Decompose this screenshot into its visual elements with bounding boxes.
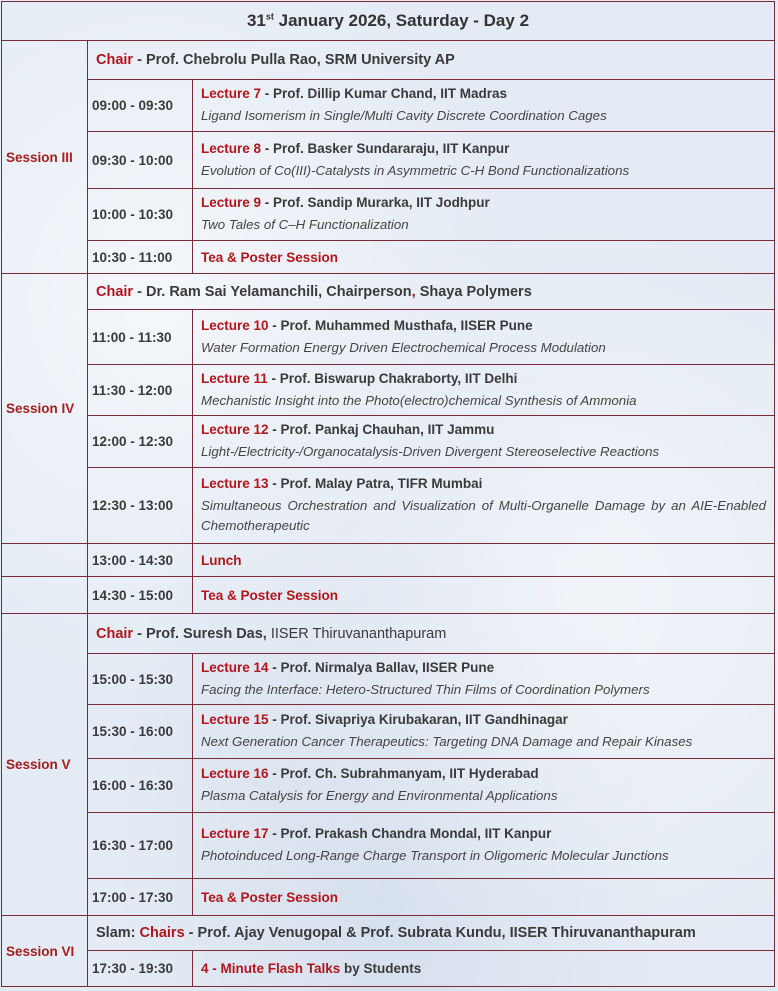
lecture-label: Lecture 14 — [201, 659, 269, 675]
talk-cell — [193, 813, 775, 879]
speaker: Prof. Nirmalya Ballav, IISER Pune — [280, 659, 495, 675]
talk-title: Two Tales of C–H Functionalization — [201, 217, 409, 232]
speaker: Prof. Muhammed Musthafa, IISER Pune — [280, 317, 533, 333]
chair-sep: - — [184, 925, 198, 941]
blank-cell — [2, 544, 88, 577]
lecture-label: Lecture 13 — [201, 476, 269, 491]
table-row — [2, 416, 775, 468]
lecture-sep: - — [268, 826, 281, 841]
session-3-chair — [88, 41, 775, 80]
speaker: Prof. Ch. Subrahmanyam, IIT Hyderabad — [280, 766, 539, 781]
break-time: 10:30 - 11:00 — [88, 241, 193, 274]
table-row — [2, 80, 775, 132]
session-6-chair — [88, 916, 775, 951]
flash-time: 17:30 - 19:30 — [88, 951, 193, 987]
talk-cell — [193, 468, 775, 544]
talk-time: 15:00 - 15:30 — [88, 654, 193, 705]
table-row — [2, 365, 775, 416]
talk-cell — [193, 705, 775, 759]
chair-name: Dr. Ram Sai Yelamanchili, Chairperson — [145, 283, 412, 300]
talk-title: Evolution of Co(III)-Catalysts in Asymmetric C-H Bond Functionalizations — [201, 162, 630, 178]
lecture-label: Lecture 15 — [201, 712, 269, 727]
talk-time: 12:00 - 12:30 — [88, 416, 193, 468]
lecture-label: Lecture 17 — [201, 826, 269, 841]
chair-sep: - — [133, 283, 146, 300]
date-text: January 2026, Saturday - Day 2 — [273, 11, 530, 30]
slam-prefix: Slam: — [96, 925, 140, 941]
lecture-label: Lecture 10 — [201, 317, 269, 333]
lecture-sep: - — [268, 317, 281, 333]
schedule-table — [1, 1, 775, 987]
talk-cell — [193, 759, 775, 813]
lunch-time: 13:00 - 14:30 — [88, 544, 193, 577]
lecture-sep: - — [261, 195, 274, 210]
table-row — [2, 759, 775, 813]
talk-time: 16:00 - 16:30 — [88, 759, 193, 813]
talk-title: Ligand Isomerism in Single/Multi Cavity Discrete Coordination Cages — [201, 108, 607, 123]
table-row — [2, 577, 775, 614]
speaker: Prof. Dillip Kumar Chand, IIT Madras — [273, 86, 508, 101]
lecture-label: Lecture 16 — [201, 766, 269, 781]
session-5-label: Session V — [2, 614, 88, 916]
table-row — [2, 468, 775, 544]
day-header — [2, 2, 775, 41]
table-row — [2, 132, 775, 189]
chair-sep: - — [133, 52, 146, 68]
lecture-sep: - — [261, 140, 274, 156]
talk-title: Simultaneous Orchestration and Visualization of Multi-Organelle Damage by an AIE-Enabled Chemotherapeutic — [201, 498, 766, 533]
break-time: 17:00 - 17:30 — [88, 879, 193, 916]
blank-cell — [2, 577, 88, 614]
speaker: Prof. Biswarup Chakraborty, IIT Delhi — [279, 370, 518, 386]
talk-title: Light-/Electricity-/Organocatalysis-Driven Divergent Stereoselective Reactions — [201, 444, 660, 459]
chair-sep: - — [133, 625, 146, 642]
table-row — [2, 951, 775, 987]
break-label: Tea & Poster Session — [193, 241, 775, 274]
talk-time: 09:00 - 09:30 — [88, 80, 193, 132]
break-label: Tea & Poster Session — [193, 577, 775, 614]
table-row — [2, 189, 775, 241]
speaker: Prof. Prakash Chandra Mondal, IIT Kanpur — [280, 826, 552, 841]
lecture-label: Lecture 12 — [201, 422, 269, 437]
talk-cell — [193, 654, 775, 705]
session-3-label: Session III — [2, 41, 88, 274]
chair-org: Shaya Polymers — [419, 283, 532, 300]
table-row — [2, 544, 775, 577]
talk-cell — [193, 132, 775, 189]
chair-prefix: Chair — [96, 625, 134, 642]
talk-time: 16:30 - 17:00 — [88, 813, 193, 879]
speaker: Prof. Pankaj Chauhan, IIT Jammu — [280, 422, 495, 437]
break-time: 14:30 - 15:00 — [88, 577, 193, 614]
flash-cell — [193, 951, 775, 987]
talk-time: 11:00 - 11:30 — [88, 310, 193, 365]
session-5-chair — [88, 614, 775, 654]
talk-cell — [193, 310, 775, 365]
session-4-chair — [88, 274, 775, 310]
talk-cell — [193, 416, 775, 468]
talk-time: 10:00 - 10:30 — [88, 189, 193, 241]
table-row — [2, 310, 775, 365]
lecture-label: Lecture 8 — [201, 140, 262, 156]
table-row — [2, 813, 775, 879]
talk-time: 09:30 - 10:00 — [88, 132, 193, 189]
lecture-sep: - — [267, 370, 280, 386]
talk-title: Facing the Interface: Hetero-Structured Thin Films of Coordination Polymers — [201, 681, 650, 697]
table-row — [2, 705, 775, 759]
chair-prefix: Chair — [96, 52, 134, 68]
lecture-sep: - — [268, 659, 281, 675]
date-day: 31 — [246, 11, 266, 30]
lecture-label: Lecture 11 — [201, 370, 268, 386]
break-label: Tea & Poster Session — [193, 879, 775, 916]
flash-suffix: by Students — [340, 961, 422, 976]
speaker: Prof. Sivapriya Kirubakaran, IIT Gandhinagar — [280, 712, 568, 727]
session-4-label: Session IV — [2, 274, 88, 544]
talk-title: Photoinduced Long-Range Charge Transport in Oligomeric Molecular Junctions — [201, 848, 669, 863]
lecture-sep: - — [268, 476, 281, 491]
date-suffix: st — [265, 11, 274, 22]
talk-cell — [193, 189, 775, 241]
talk-title: Next Generation Cancer Therapeutics: Targeting DNA Damage and Repair Kinases — [201, 734, 693, 749]
chair-name: Prof. Chebrolu Pulla Rao, SRM University AP — [145, 52, 455, 68]
lunch-label: Lunch — [193, 544, 775, 577]
speaker: Prof. Sandip Murarka, IIT Jodhpur — [273, 195, 490, 210]
lecture-label: Lecture 9 — [201, 195, 262, 210]
talk-title: Plasma Catalysis for Energy and Environmental Applications — [201, 788, 558, 803]
talk-cell — [193, 365, 775, 416]
talk-time: 15:30 - 16:00 — [88, 705, 193, 759]
speaker: Prof. Malay Patra, TIFR Mumbai — [280, 476, 483, 491]
lecture-sep: - — [268, 422, 281, 437]
talk-title: Water Formation Energy Driven Electrochemical Process Modulation — [201, 339, 606, 355]
chair-name: Prof. Suresh Das, — [145, 625, 267, 642]
chair-prefix: Chair — [96, 283, 134, 300]
lecture-sep: - — [268, 766, 281, 781]
session-6-label: Session VI — [2, 916, 88, 987]
table-row — [2, 654, 775, 705]
talk-time: 11:30 - 12:00 — [88, 365, 193, 416]
chair-sep: , — [411, 283, 420, 300]
lecture-sep: - — [261, 86, 274, 101]
chair-name: Prof. Ajay Venugopal & Prof. Subrata Kundu, IISER Thiruvananthapuram — [197, 925, 696, 941]
talk-cell — [193, 80, 775, 132]
talk-title: Mechanistic Insight into the Photo(electro)chemical Synthesis of Ammonia — [201, 392, 637, 408]
lecture-label: Lecture 7 — [201, 86, 262, 101]
talk-time: 12:30 - 13:00 — [88, 468, 193, 544]
table-row — [2, 879, 775, 916]
table-row — [2, 241, 775, 274]
speaker: Prof. Basker Sundararaju, IIT Kanpur — [273, 140, 510, 156]
chair-org: IISER Thiruvananthapuram — [266, 625, 447, 642]
flash-label: 4 - Minute Flash Talks — [201, 961, 341, 976]
chair-prefix: Chairs — [139, 925, 185, 941]
lecture-sep: - — [268, 712, 281, 727]
